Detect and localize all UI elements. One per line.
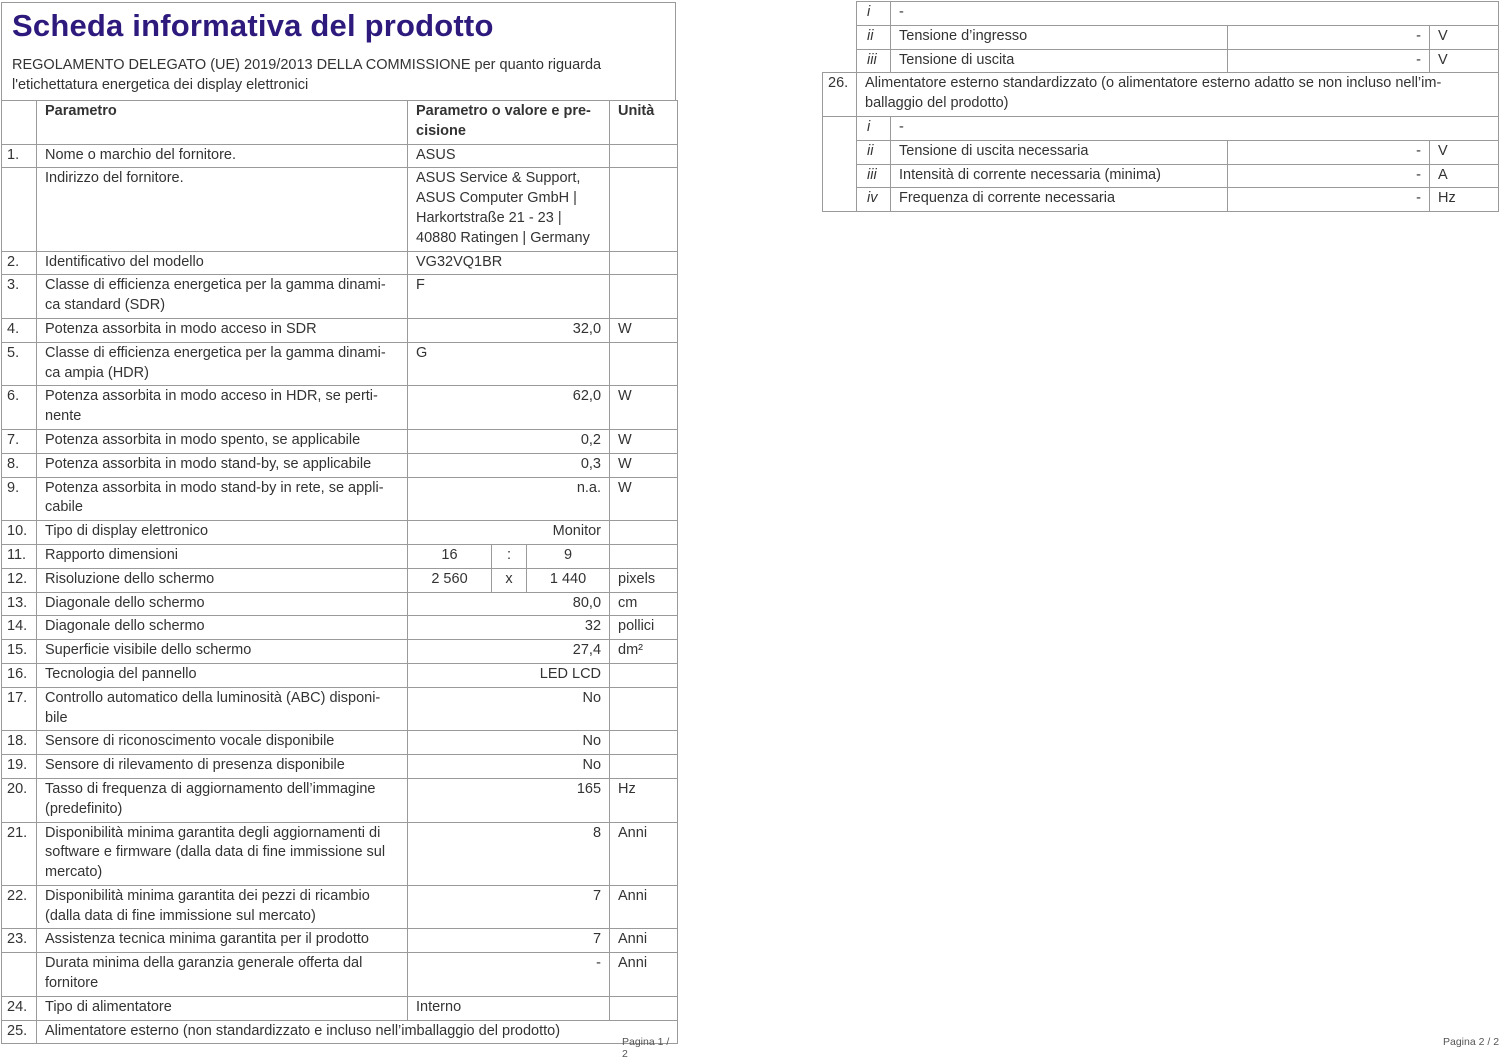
parameter-value: No	[408, 687, 610, 731]
unit-cell	[610, 521, 678, 545]
parameter-label: Sensore di rilevamento di presenza disponibile	[37, 755, 408, 779]
parameter-label: Indirizzo del fornitore.	[37, 168, 408, 251]
parameter-label: Classe di efficienza energetica per la gamma dinami-ca ampia (HDR)	[37, 342, 408, 386]
table-row	[2, 663, 678, 687]
table-row	[2, 521, 678, 545]
unit-cell: Anni	[610, 929, 678, 953]
row-number: 12.	[2, 568, 37, 592]
sub-row	[823, 140, 1499, 164]
indent-cell	[823, 2, 857, 26]
parameter-value: Interno	[408, 996, 610, 1020]
indent-cell	[823, 25, 857, 49]
sub-row	[823, 2, 1499, 26]
table-row	[2, 168, 678, 251]
parameter-label: Sensore di riconoscimento vocale disponibile	[37, 731, 408, 755]
parameter-label: Rapporto dimensioni	[37, 544, 408, 568]
row-number: 17.	[2, 687, 37, 731]
table-row	[2, 477, 678, 521]
header-number-cell	[2, 101, 37, 145]
indent-cell	[823, 49, 857, 73]
parameter-value: 165	[408, 778, 610, 822]
row-number: 1.	[2, 144, 37, 168]
unit-cell	[610, 755, 678, 779]
row-number: 26.	[823, 73, 857, 117]
page-title: Scheda informativa del prodotto	[12, 8, 494, 43]
row-number: 6.	[2, 386, 37, 430]
table-row	[2, 144, 678, 168]
sub-row	[823, 188, 1499, 212]
parameter-label: Tipo di alimentatore	[37, 996, 408, 1020]
parameter-value: 8	[408, 822, 610, 885]
parameter-label: Potenza assorbita in modo spento, se applicabile	[37, 429, 408, 453]
parameter-value: 80,0	[408, 592, 610, 616]
unit-cell	[610, 996, 678, 1020]
unit-cell	[610, 687, 678, 731]
row-number	[2, 168, 37, 251]
parameter-label: Tasso di frequenza di aggiornamento dell’immagine (predefinito)	[37, 778, 408, 822]
parameter-value: VG32VQ1BR	[408, 251, 610, 275]
unit-cell: V	[1430, 25, 1499, 49]
parameter-value: LED LCD	[408, 663, 610, 687]
sub-parameter-value: -	[1228, 25, 1430, 49]
row-number: 22.	[2, 885, 37, 929]
parameter-label: Potenza assorbita in modo acceso in HDR, se perti-nente	[37, 386, 408, 430]
unit-cell	[610, 144, 678, 168]
sub-parameter-label: Tensione di uscita necessaria	[891, 140, 1228, 164]
unit-cell: V	[1430, 140, 1499, 164]
table-row	[2, 822, 678, 885]
unit-cell	[610, 544, 678, 568]
parameter-value: 62,0	[408, 386, 610, 430]
unit-cell: cm	[610, 592, 678, 616]
indent-cell	[823, 164, 857, 188]
table-row	[2, 929, 678, 953]
table-row	[2, 731, 678, 755]
unit-cell	[610, 663, 678, 687]
unit-cell: Anni	[610, 885, 678, 929]
parameter-label: Risoluzione dello schermo	[37, 568, 408, 592]
parameter-label: Disponibilità minima garantita dei pezzi di ricambio (dalla data di fine immissione sul mercato)	[37, 885, 408, 929]
roman-numeral: iii	[857, 164, 891, 188]
value-part-b: 9	[527, 544, 610, 568]
parameter-label: Tipo di display elettronico	[37, 521, 408, 545]
unit-cell	[610, 342, 678, 386]
parameter-label: Superficie visibile dello schermo	[37, 640, 408, 664]
row-number: 5.	[2, 342, 37, 386]
sub-parameter-value: -	[1228, 49, 1430, 73]
row-number: 13.	[2, 592, 37, 616]
parameter-label: Nome o marchio del fornitore.	[37, 144, 408, 168]
table-row	[2, 640, 678, 664]
sub-parameter-label: Intensità di corrente necessaria (minima)	[891, 164, 1228, 188]
table-row	[2, 275, 678, 319]
indent-cell	[823, 140, 857, 164]
parameter-label: Identificativo del modello	[37, 251, 408, 275]
row-number: 7.	[2, 429, 37, 453]
row-number: 23.	[2, 929, 37, 953]
roman-numeral: ii	[857, 140, 891, 164]
column-header-param: Parametro	[37, 101, 408, 145]
roman-numeral: iii	[857, 49, 891, 73]
row-number: 8.	[2, 453, 37, 477]
table-row	[2, 251, 678, 275]
table-row	[2, 953, 678, 997]
product-info-table	[1, 100, 678, 1044]
parameter-label: Tecnologia del pannello	[37, 663, 408, 687]
sub-parameter-value: -	[1228, 164, 1430, 188]
unit-cell: pixels	[610, 568, 678, 592]
row-number: 25.	[2, 1020, 37, 1044]
indent-cell	[823, 116, 857, 140]
sub-row	[823, 25, 1499, 49]
unit-cell: pollici	[610, 616, 678, 640]
parameter-label: Assistenza tecnica minima garantita per il prodotto	[37, 929, 408, 953]
table-row	[2, 544, 678, 568]
parameter-label: Controllo automatico della luminosità (ABC) disponi-bile	[37, 687, 408, 731]
unit-cell: W	[610, 429, 678, 453]
row-number: 14.	[2, 616, 37, 640]
indent-cell	[823, 188, 857, 212]
unit-cell: Anni	[610, 822, 678, 885]
row-number: 15.	[2, 640, 37, 664]
unit-cell	[610, 251, 678, 275]
unit-cell: Anni	[610, 953, 678, 997]
table-row	[2, 453, 678, 477]
table-row	[2, 687, 678, 731]
sub-parameter-label: -	[891, 2, 1499, 26]
value-separator: x	[492, 568, 527, 592]
table-row	[2, 386, 678, 430]
roman-numeral: i	[857, 2, 891, 26]
row-number	[2, 953, 37, 997]
table-row	[2, 568, 678, 592]
parameter-label: Durata minima della garanzia generale offerta dal fornitore	[37, 953, 408, 997]
unit-cell: dm²	[610, 640, 678, 664]
parameter-value: 32	[408, 616, 610, 640]
row-number: 2.	[2, 251, 37, 275]
page-number: Pagina 1 / 2	[622, 1036, 670, 1060]
row-number: 11.	[2, 544, 37, 568]
parameter-value: F	[408, 275, 610, 319]
table-row	[2, 429, 678, 453]
table-row	[2, 778, 678, 822]
table-row	[2, 996, 678, 1020]
value-separator: :	[492, 544, 527, 568]
parameter-value: ASUS Service & Support, ASUS Computer GmbH | Harkortstraße 21 - 23 | 40880 Ratingen | Germany	[408, 168, 610, 251]
row-number: 10.	[2, 521, 37, 545]
parameter-value: G	[408, 342, 610, 386]
table-row	[2, 755, 678, 779]
unit-cell: Hz	[1430, 188, 1499, 212]
sub-row	[823, 116, 1499, 140]
page-number: Pagina 2 / 2	[1443, 1036, 1500, 1048]
row-number: 20.	[2, 778, 37, 822]
parameter-value: ASUS	[408, 144, 610, 168]
parameter-value: 0,3	[408, 453, 610, 477]
table-row	[2, 592, 678, 616]
parameter-value: -	[408, 953, 610, 997]
row-number: 16.	[2, 663, 37, 687]
parameter-label: Diagonale dello schermo	[37, 592, 408, 616]
parameter-value: No	[408, 755, 610, 779]
power-supply-table	[822, 1, 1499, 212]
unit-cell: Hz	[610, 778, 678, 822]
table-header-row	[2, 101, 678, 145]
unit-cell	[610, 168, 678, 251]
unit-cell: W	[610, 477, 678, 521]
roman-numeral: i	[857, 116, 891, 140]
table-row	[2, 1020, 678, 1044]
header-box	[1, 2, 676, 100]
unit-cell: A	[1430, 164, 1499, 188]
roman-numeral: iv	[857, 188, 891, 212]
row-number: 18.	[2, 731, 37, 755]
parameter-label: Potenza assorbita in modo stand-by, se applicabile	[37, 453, 408, 477]
parameter-label: Alimentatore esterno standardizzato (o alimentatore esterno adatto se non incluso nell’im-ballaggio del prodotto)	[857, 73, 1499, 117]
value-part-a: 2 560	[408, 568, 492, 592]
parameter-value: No	[408, 731, 610, 755]
row-number: 4.	[2, 318, 37, 342]
unit-cell: W	[610, 318, 678, 342]
table-row	[2, 342, 678, 386]
parameter-value: n.a.	[408, 477, 610, 521]
column-header-value: Parametro o valore e pre-cisione	[408, 101, 610, 145]
parameter-label: Diagonale dello schermo	[37, 616, 408, 640]
table-row	[823, 73, 1499, 117]
sub-parameter-value: -	[1228, 188, 1430, 212]
sub-parameter-label: Frequenza di corrente necessaria	[891, 188, 1228, 212]
row-number: 24.	[2, 996, 37, 1020]
table-row	[2, 318, 678, 342]
sub-row	[823, 164, 1499, 188]
parameter-label: Alimentatore esterno (non standardizzato e incluso nell’imballaggio del prodotto)	[37, 1020, 678, 1044]
sub-row	[823, 49, 1499, 73]
parameter-label: Potenza assorbita in modo acceso in SDR	[37, 318, 408, 342]
parameter-label: Potenza assorbita in modo stand-by in rete, se appli-cabile	[37, 477, 408, 521]
unit-cell	[610, 731, 678, 755]
sub-parameter-label: -	[891, 116, 1499, 140]
table-row	[2, 616, 678, 640]
roman-numeral: ii	[857, 25, 891, 49]
unit-cell	[610, 275, 678, 319]
sub-parameter-label: Tensione d’ingresso	[891, 25, 1228, 49]
row-number: 19.	[2, 755, 37, 779]
value-part-b: 1 440	[527, 568, 610, 592]
sub-parameter-value: -	[1228, 140, 1430, 164]
value-part-a: 16	[408, 544, 492, 568]
parameter-label: Classe di efficienza energetica per la gamma dinami-ca standard (SDR)	[37, 275, 408, 319]
row-number: 21.	[2, 822, 37, 885]
parameter-value: 7	[408, 929, 610, 953]
sub-parameter-label: Tensione di uscita	[891, 49, 1228, 73]
parameter-value: 7	[408, 885, 610, 929]
table-row	[2, 885, 678, 929]
unit-cell: W	[610, 453, 678, 477]
row-number: 9.	[2, 477, 37, 521]
parameter-value: 27,4	[408, 640, 610, 664]
regulation-subtitle: REGOLAMENTO DELEGATO (UE) 2019/2013 DELLA COMMISSIONE per quanto riguarda l'etichettatura energetica dei display elettronici	[12, 57, 602, 93]
parameter-value: Monitor	[408, 521, 610, 545]
unit-cell: V	[1430, 49, 1499, 73]
row-number: 3.	[2, 275, 37, 319]
column-header-unit: Unità	[610, 101, 678, 145]
parameter-label: Disponibilità minima garantita degli aggiornamenti di software e firmware (dalla data di fine immissione sul mercato)	[37, 822, 408, 885]
parameter-value: 32,0	[408, 318, 610, 342]
unit-cell: W	[610, 386, 678, 430]
parameter-value: 0,2	[408, 429, 610, 453]
